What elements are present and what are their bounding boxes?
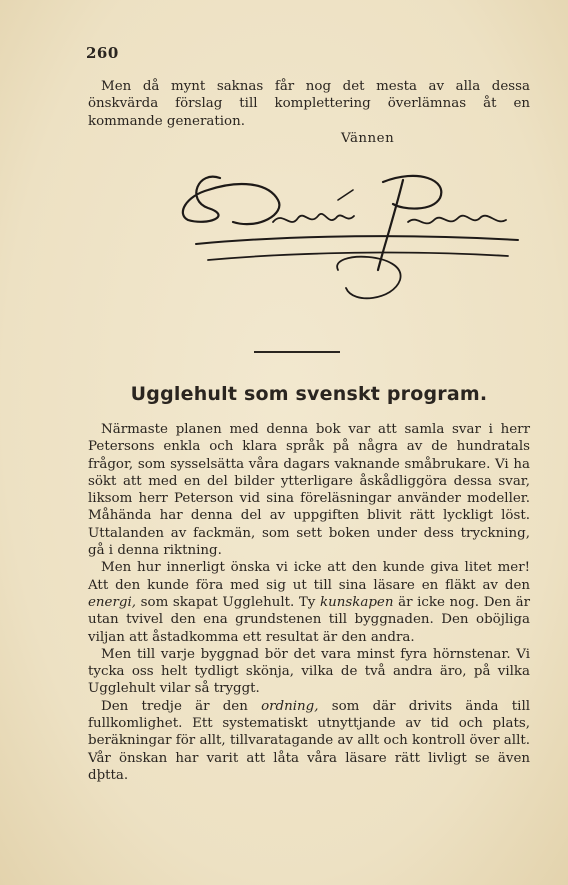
intro-paragraph: Men då mynt saknas får nog det mesta av alla dessa önskvärda förslag till komplettering överlämnas åt en kommande generation. (88, 79, 530, 129)
intro-paragraph-block (88, 78, 530, 130)
text-run: som där drivits ända till fullkomlighet. Ett systematiskt utnyttjande av tid och plats, beräkningar för allt, tillvaratagande av allt och kontroll över allt. Vår önskan har varit att låta våra läsare rätt livligt se även dþtta. (88, 698, 531, 783)
text-run: är icke nog. Den är utan tvivel den ena grundstenen till byggnaden. Den oböjliga viljan att åstadkomma ett resultat är den andra. (88, 594, 530, 645)
body-paragraph (88, 421, 530, 559)
body-paragraph (88, 559, 530, 645)
page-number: 260 (86, 44, 119, 62)
text-run: Men till varje byggnad bör det vara minst fyra hörnstenar. Vi tycka oss helt tydligt skönja, vilka de två andra äro, på vilka Ugglehult vilar så tryggt. (88, 646, 530, 697)
body-paragraph (88, 698, 530, 784)
emphasized-word: kunskapen (320, 594, 394, 610)
text-run: som skapat Ugglehult. Ty (136, 594, 320, 610)
section-divider (254, 351, 340, 353)
closing-word: Vännen (341, 131, 395, 146)
section-title: Ugglehult som svenskt program. (130, 383, 488, 405)
body-text (88, 421, 530, 784)
text-run: Men hur innerligt önska vi icke att den kunde giva litet mer! Att den kunde föra med sig ut till sina läsare en fläkt av den (88, 560, 530, 593)
handwritten-signature (178, 160, 528, 320)
text-run: Närmaste planen med denna bok var att samla svar i herr Petersons enkla och klara språk på några av de hundratals frågor, som sysselsätta våra dagars vaknande småbrukare. Vi ha sökt att med en del bilder ytterligare åskådliggöra dessa svar, liksom herr Peterson vid sina föreläsningar använder modeller. Måhända har denna del av uppgiften blivit rätt lyckligt löst. Uttalanden av fackmän, som sett boken under dess tryckning, gå i denna riktning. (88, 422, 530, 559)
body-paragraph (88, 646, 530, 698)
emphasized-word: energi, (88, 594, 136, 610)
emphasized-word: ordning, (261, 698, 319, 714)
text-run: Den tredje är den (101, 698, 262, 714)
